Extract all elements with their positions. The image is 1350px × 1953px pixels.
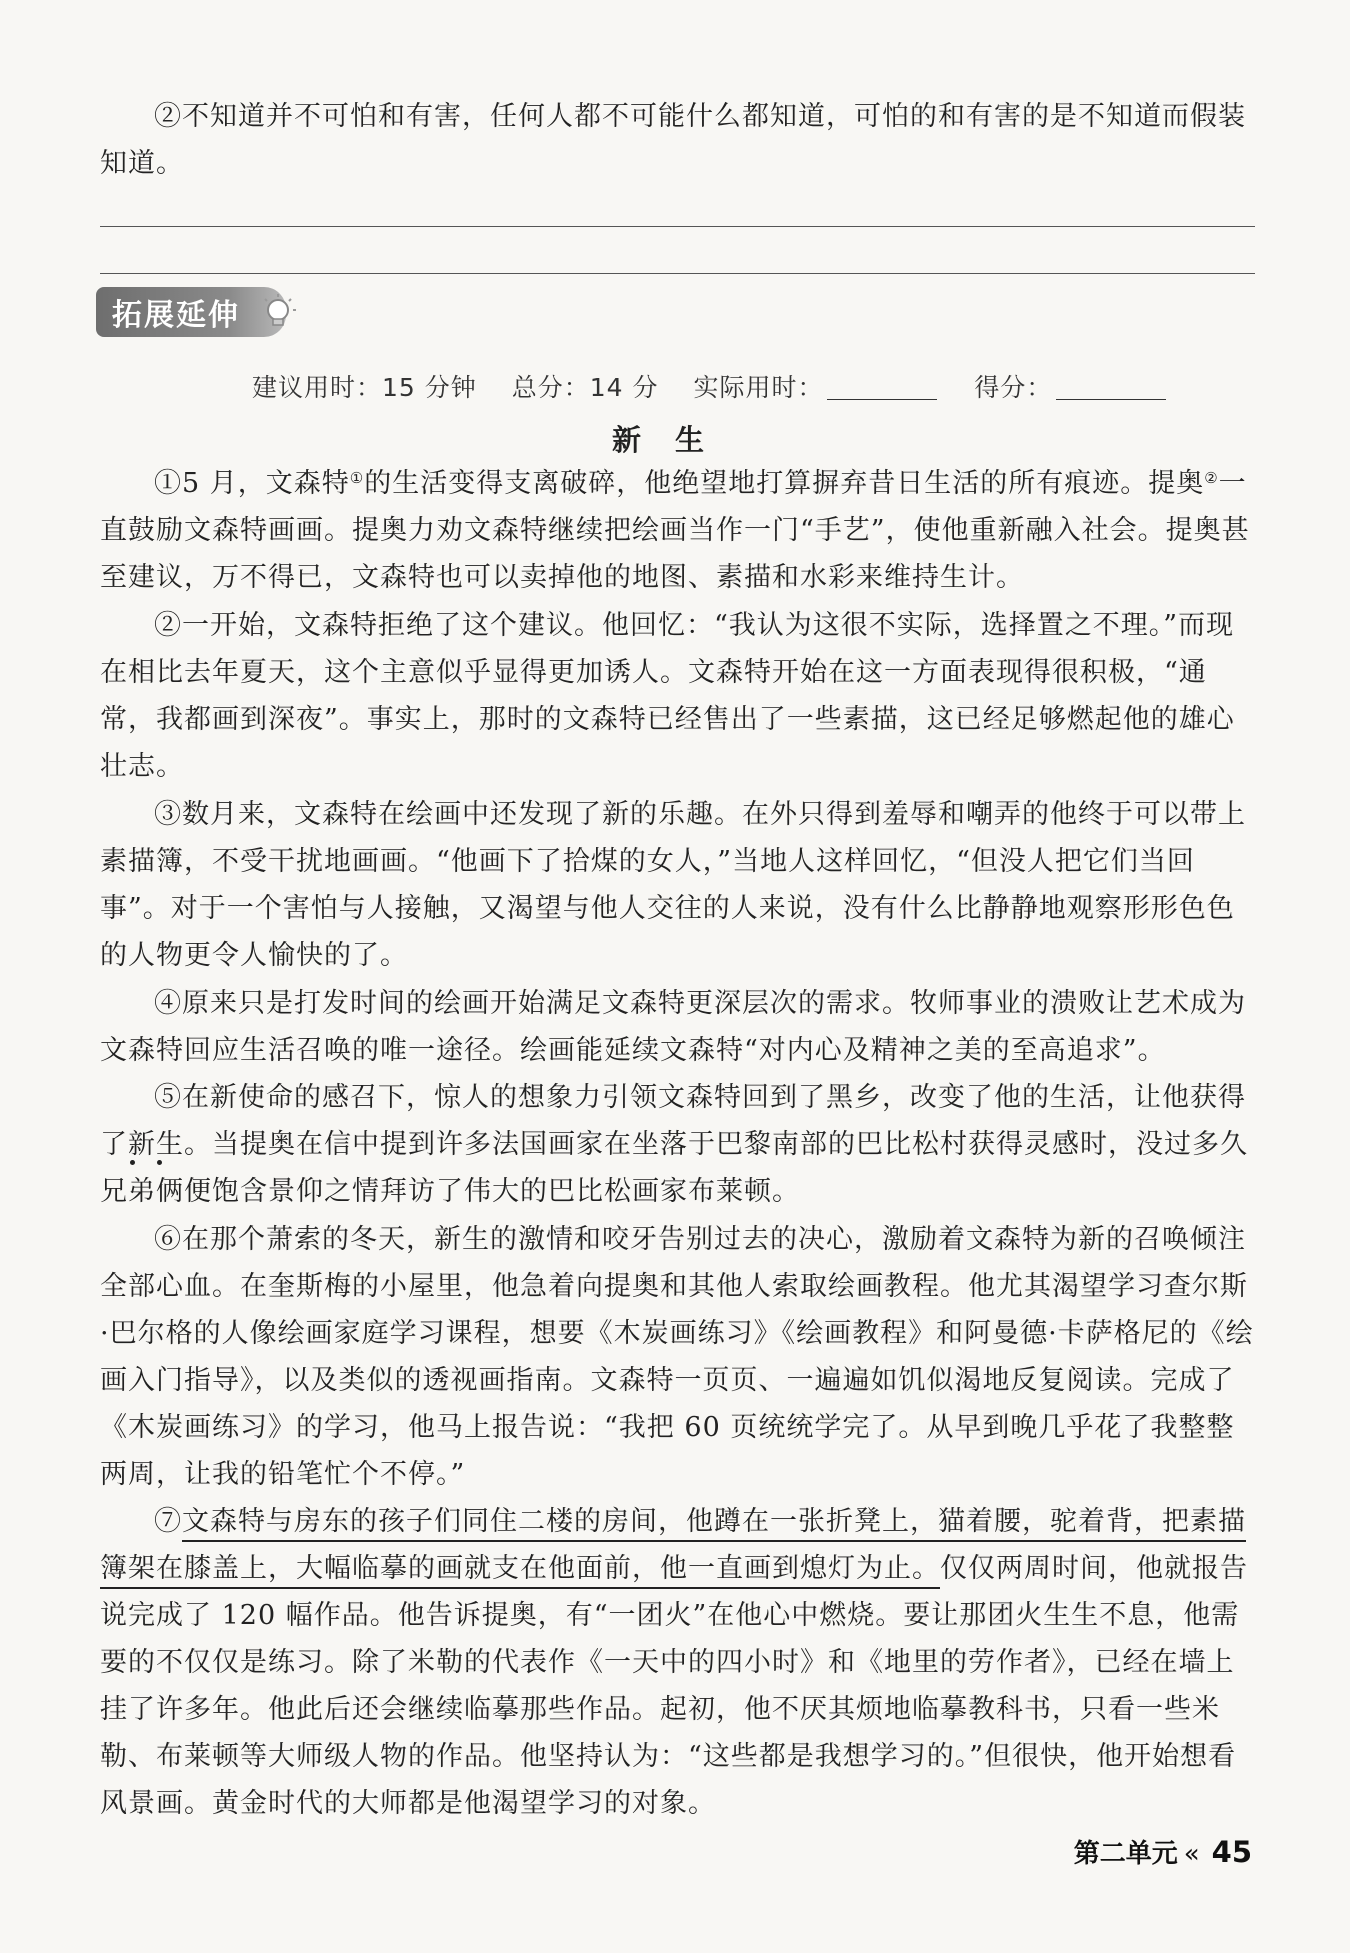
lightbulb-icon — [258, 292, 298, 332]
underlined-sentence: 文森特与房东的孩子们同住二楼的房间，他蹲在一张折凳上，猫着腰，驼着背，把素描簿架在膝盖上，大幅临摹的画就支在他面前，他一直画到熄灯为止。 — [100, 1506, 1246, 1589]
paragraph-1-part-c: 一直鼓励文森特画画。提奥力劝文森特继续把绘画当作一门“手艺”，使他重新融入社会。提奥甚至建议，万不得已，文森特也可以卖掉他的地图、素描和水彩来维持生计。 — [100, 468, 1250, 593]
paragraph-7 — [100, 1498, 1255, 1827]
section-banner-title: 拓展延伸 — [112, 298, 240, 333]
page-number: 45 — [1211, 1835, 1252, 1869]
paragraph-1-part-a: ①5 月，文森特 — [154, 468, 350, 499]
actual-time-blank[interactable] — [827, 373, 937, 400]
footnote-mark-1: ① — [349, 469, 365, 487]
page-footer — [1074, 1833, 1252, 1870]
chevron-left-icon: « — [1183, 1839, 1200, 1869]
article-title: 新生 — [611, 423, 738, 457]
paragraph-5: ⑤在新使命的感召下，惊人的想象力引领文森特回到了黑乡，改变了他的生活，让他获得了新生。当提奥在信中提到许多法国画家在坐落于巴黎南部的巴比松村获得灵感时，没过多久兄弟俩便饱含景仰之情拜访了伟大的巴比松画家布莱顿。 — [100, 1082, 1248, 1207]
paragraph-7-rest: 仅仅两周时间，他就报告说完成了 120 幅作品。他告诉提奥，有“一团火”在他心中燃烧。要让那团火生生不息，他需要的不仅仅是练习。除了米勒的代表作《一天中的四小时》和《地里的劳作者》，已经在墙上挂了许多年。他此后还会继续临摹那些作品。起初，他不厌其烦地临摹教科书，只看一些米勒、布莱顿等大师级人物的作品。他坚持认为：“这些都是我想学习的。”但很快，他开始想看风景画。黄金时代的大师都是他渴望学习的对象。 — [100, 1553, 1248, 1819]
paragraph-1 — [100, 460, 1255, 601]
paragraph-6: ⑥在那个萧索的冬天，新生的激情和咬牙告别过去的决心，激励着文森特为新的召唤倾注全部心血。在奎斯梅的小屋里，他急着向提奥和其他人索取绘画教程。他尤其渴望学习查尔斯·巴尔格的人像绘画家庭学习课程，想要《木炭画练习》《绘画教程》和阿曼德·卡萨格尼的《绘画入门指导》，以及类似的透视画指南。文森特一页页、一遍遍如饥似渴地反复阅读。完成了《木炭画练习》的学习，他马上报告说：“我把 60 页统统学完了。从早到晚几乎花了我整整两周，让我的铅笔忙个不停。” — [100, 1224, 1254, 1490]
score-got-blank[interactable] — [1056, 373, 1166, 400]
actual-time-label: 实际用时： — [693, 373, 824, 402]
paragraph-1-part-b: 的生活变得支离破碎，他绝望地打算摒弃昔日生活的所有痕迹。提奥 — [364, 468, 1205, 499]
paragraph-7-number: ⑦ — [154, 1506, 182, 1537]
score-got-label: 得分： — [974, 373, 1053, 402]
unit-label: 第二单元 — [1073, 1839, 1178, 1869]
footnote-mark-2: ② — [1204, 469, 1219, 487]
total-score: 总分：14 分 — [511, 373, 659, 402]
answer-line-2 — [100, 273, 1255, 274]
answer-line-1 — [100, 226, 1255, 227]
paragraph-2: ②一开始，文森特拒绝了这个建议。他回忆：“我认为这很不实际，选择置之不理。”而现在相比去年夏天，这个主意似乎显得更加诱人。文森特开始在这一方面表现得很积极，“通常，我都画到深夜”。事实上，那时的文森特已经售出了一些素描，这已经足够燃起他的雄心壮志。 — [100, 610, 1235, 782]
paragraph-4: ④原来只是打发时间的绘画开始满足文森特更深层次的需求。牧师事业的溃败让艺术成为文森特回应生活召唤的唯一途径。绘画能延续文森特“对内心及精神之美的至高追求”。 — [100, 988, 1246, 1066]
suggested-time: 建议用时：15 分钟 — [252, 373, 477, 402]
time-score-info — [252, 368, 1194, 404]
question-text: ②不知道并不可怕和有害，任何人都不可能什么都知道，可怕的和有害的是不知道而假装知道。 — [100, 101, 1246, 179]
paragraph-3: ③数月来，文森特在绘画中还发现了新的乐趣。在外只得到羞辱和嘲弄的他终于可以带上素描簿，不受干扰地画画。“他画下了拾煤的女人，”当地人这样回忆，“但没人把它们当回事”。对于一个害怕与人接触，又渴望与他人交往的人来说，没有什么比静静地观察形形色色的人物更令人愉快的了。 — [100, 799, 1246, 971]
